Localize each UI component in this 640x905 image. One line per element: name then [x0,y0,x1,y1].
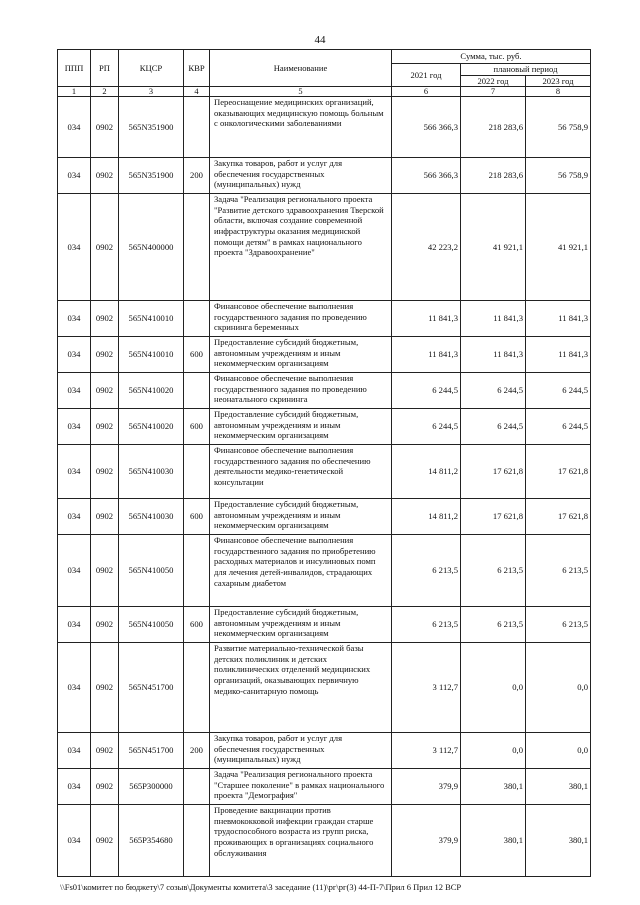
amount-2022-cell: 6 213,5 [461,607,526,643]
table-row [58,158,591,194]
amount-2023-cell: 380,1 [526,769,591,805]
ppp-cell: 034 [58,733,91,769]
column-number-row [58,87,591,97]
table-row [58,409,591,445]
ppp-cell: 034 [58,769,91,805]
amount-2022-cell: 218 283,6 [461,97,526,158]
kcsr-cell: 565P300000 [119,769,184,805]
amount-2021-cell: 14 811,2 [392,445,461,499]
amount-2023-cell: 6 213,5 [526,535,591,607]
kcsr-cell: 565N410050 [119,535,184,607]
header-ppp: ППП [58,50,91,87]
name-cell: Закупка товаров, работ и услуг для обеспечения государственных (муниципальных) нужд [210,733,392,769]
ppp-cell: 034 [58,337,91,373]
kvr-cell [184,805,210,877]
kvr-cell: 200 [184,158,210,194]
kcsr-cell: 565N351900 [119,97,184,158]
rp-cell: 0902 [91,643,119,733]
rp-cell: 0902 [91,97,119,158]
table-row [58,301,591,337]
amount-2023-cell: 17 621,8 [526,499,591,535]
amount-2021-cell: 6 213,5 [392,535,461,607]
rp-cell: 0902 [91,409,119,445]
amount-2023-cell: 6 244,5 [526,373,591,409]
table-row [58,769,591,805]
rp-cell: 0902 [91,158,119,194]
amount-2023-cell: 380,1 [526,805,591,877]
ppp-cell: 034 [58,445,91,499]
amount-2023-cell: 0,0 [526,733,591,769]
name-cell: Предоставление субсидий бюджетным, автономным учреждениям и иным некоммерческим организациям [210,409,392,445]
kcsr-cell: 565P354680 [119,805,184,877]
header-sum: Сумма, тыс. руб. [392,50,591,64]
ppp-cell: 034 [58,158,91,194]
amount-2022-cell: 0,0 [461,733,526,769]
column-number: 4 [184,87,210,97]
amount-2021-cell: 11 841,3 [392,301,461,337]
amount-2023-cell: 56 758,9 [526,158,591,194]
kvr-cell [184,445,210,499]
kcsr-cell: 565N351900 [119,158,184,194]
name-cell: Развитие материально-технической базы детских поликлиник и детских поликлинических отделений медицинских организаций, оказывающих первичную медико-санитарную помощь [210,643,392,733]
rp-cell: 0902 [91,301,119,337]
ppp-cell: 034 [58,643,91,733]
amount-2022-cell: 17 621,8 [461,499,526,535]
column-number: 2 [91,87,119,97]
amount-2023-cell: 56 758,9 [526,97,591,158]
amount-2023-cell: 41 921,1 [526,194,591,301]
ppp-cell: 034 [58,97,91,158]
name-cell: Проведение вакцинации против пневмококковой инфекции граждан старше трудоспособного возраста из групп риска, проживающих в организациях социального обслуживания [210,805,392,877]
amount-2021-cell: 6 244,5 [392,409,461,445]
kvr-cell: 600 [184,607,210,643]
kcsr-cell: 565N451700 [119,733,184,769]
ppp-cell: 034 [58,301,91,337]
kvr-cell [184,643,210,733]
kcsr-cell: 565N410030 [119,445,184,499]
page-number: 44 [314,34,326,46]
ppp-cell: 034 [58,373,91,409]
header-name: Наименование [210,50,392,87]
rp-cell: 0902 [91,733,119,769]
amount-2022-cell: 6 244,5 [461,409,526,445]
ppp-cell: 034 [58,194,91,301]
ppp-cell: 034 [58,805,91,877]
amount-2023-cell: 17 621,8 [526,445,591,499]
amount-2021-cell: 3 112,7 [392,643,461,733]
header-planned-period: плановый период [461,64,591,76]
table-row [58,535,591,607]
kvr-cell [184,97,210,158]
amount-2023-cell: 6 213,5 [526,607,591,643]
header-rp: РП [91,50,119,87]
column-number: 8 [526,87,591,97]
amount-2023-cell: 6 244,5 [526,409,591,445]
header-kcsr: КЦСР [119,50,184,87]
kcsr-cell: 565N410050 [119,607,184,643]
ppp-cell: 034 [58,409,91,445]
kvr-cell: 200 [184,733,210,769]
name-cell: Финансовое обеспечение выполнения государственного задания по обеспечению деятельности медико-генетической консультации [210,445,392,499]
amount-2022-cell: 380,1 [461,769,526,805]
column-number: 6 [392,87,461,97]
column-number: 5 [210,87,392,97]
column-number: 7 [461,87,526,97]
rp-cell: 0902 [91,194,119,301]
name-cell: Переоснащение медицинских организаций, оказывающих медицинскую помощь больным с онкологическими заболеваниями [210,97,392,158]
rp-cell: 0902 [91,337,119,373]
amount-2021-cell: 6 244,5 [392,373,461,409]
kvr-cell: 600 [184,499,210,535]
rp-cell: 0902 [91,445,119,499]
header-year-2021: 2021 год [392,64,461,87]
kvr-cell [184,194,210,301]
rp-cell: 0902 [91,769,119,805]
kcsr-cell: 565N410020 [119,373,184,409]
amount-2023-cell: 11 841,3 [526,337,591,373]
amount-2021-cell: 11 841,3 [392,337,461,373]
header-kvr: КВР [184,50,210,87]
amount-2022-cell: 17 621,8 [461,445,526,499]
table-row [58,445,591,499]
amount-2022-cell: 218 283,6 [461,158,526,194]
amount-2021-cell: 14 811,2 [392,499,461,535]
table-row [58,97,591,158]
name-cell: Предоставление субсидий бюджетным, автономным учреждениям и иным некоммерческим организациям [210,337,392,373]
kcsr-cell: 565N410010 [119,337,184,373]
amount-2021-cell: 42 223,2 [392,194,461,301]
ppp-cell: 034 [58,535,91,607]
name-cell: Финансовое обеспечение выполнения государственного задания по проведению скрининга беременных [210,301,392,337]
amount-2021-cell: 379,9 [392,769,461,805]
amount-2021-cell: 379,9 [392,805,461,877]
rp-cell: 0902 [91,373,119,409]
amount-2021-cell: 6 213,5 [392,607,461,643]
amount-2023-cell: 0,0 [526,643,591,733]
kvr-cell [184,301,210,337]
table-row [58,499,591,535]
table-row [58,337,591,373]
amount-2022-cell: 6 213,5 [461,535,526,607]
footer-file-path: \\Fs01\комитет по бюджету\7 созыв\Документы комитета\3 заседание (11)\рг\рг(3) 44-П-7\Прил 6 Прил 12 ВСР [60,882,462,892]
name-cell: Финансовое обеспечение выполнения государственного задания по приобретению расходных материалов и инсулиновых помп для лечения детей-инвалидов, страдающих сахарным диабетом [210,535,392,607]
table-row [58,805,591,877]
table-row [58,607,591,643]
kvr-cell: 600 [184,409,210,445]
kcsr-cell: 565N410010 [119,301,184,337]
header-year-2022: 2022 год [461,75,526,87]
name-cell: Предоставление субсидий бюджетным, автономным учреждениям и иным некоммерческим организациям [210,607,392,643]
amount-2021-cell: 566 366,3 [392,158,461,194]
column-number: 3 [119,87,184,97]
amount-2022-cell: 11 841,3 [461,337,526,373]
name-cell: Задача "Реализация регионального проекта "Старшее поколение" в рамках национального проекта "Демография" [210,769,392,805]
table-body [58,97,591,877]
rp-cell: 0902 [91,499,119,535]
ppp-cell: 034 [58,499,91,535]
amount-2021-cell: 566 366,3 [392,97,461,158]
kvr-cell: 600 [184,337,210,373]
rp-cell: 0902 [91,607,119,643]
amount-2023-cell: 11 841,3 [526,301,591,337]
name-cell: Предоставление субсидий бюджетным, автономным учреждениям и иным некоммерческим организациям [210,499,392,535]
name-cell: Финансовое обеспечение выполнения государственного задания по проведению неонатального скрининга [210,373,392,409]
amount-2022-cell: 6 244,5 [461,373,526,409]
amount-2022-cell: 380,1 [461,805,526,877]
kcsr-cell: 565N410030 [119,499,184,535]
table-row [58,194,591,301]
kvr-cell [184,373,210,409]
column-number: 1 [58,87,91,97]
kcsr-cell: 565N451700 [119,643,184,733]
amount-2022-cell: 11 841,3 [461,301,526,337]
name-cell: Задача "Реализация регионального проекта "Развитие детского здравоохранения Тверской области, включая создание современной инфраструктуры оказания медицинской помощи детям" в рамках национального проекта "Здравоохранение" [210,194,392,301]
table-row [58,643,591,733]
header-year-2023: 2023 год [526,75,591,87]
table-row [58,733,591,769]
amount-2022-cell: 0,0 [461,643,526,733]
name-cell: Закупка товаров, работ и услуг для обеспечения государственных (муниципальных) нужд [210,158,392,194]
rp-cell: 0902 [91,535,119,607]
kvr-cell [184,535,210,607]
kcsr-cell: 565N410020 [119,409,184,445]
kvr-cell [184,769,210,805]
ppp-cell: 034 [58,607,91,643]
amount-2022-cell: 41 921,1 [461,194,526,301]
budget-table [57,49,591,877]
kcsr-cell: 565N400000 [119,194,184,301]
amount-2021-cell: 3 112,7 [392,733,461,769]
table-row [58,373,591,409]
rp-cell: 0902 [91,805,119,877]
